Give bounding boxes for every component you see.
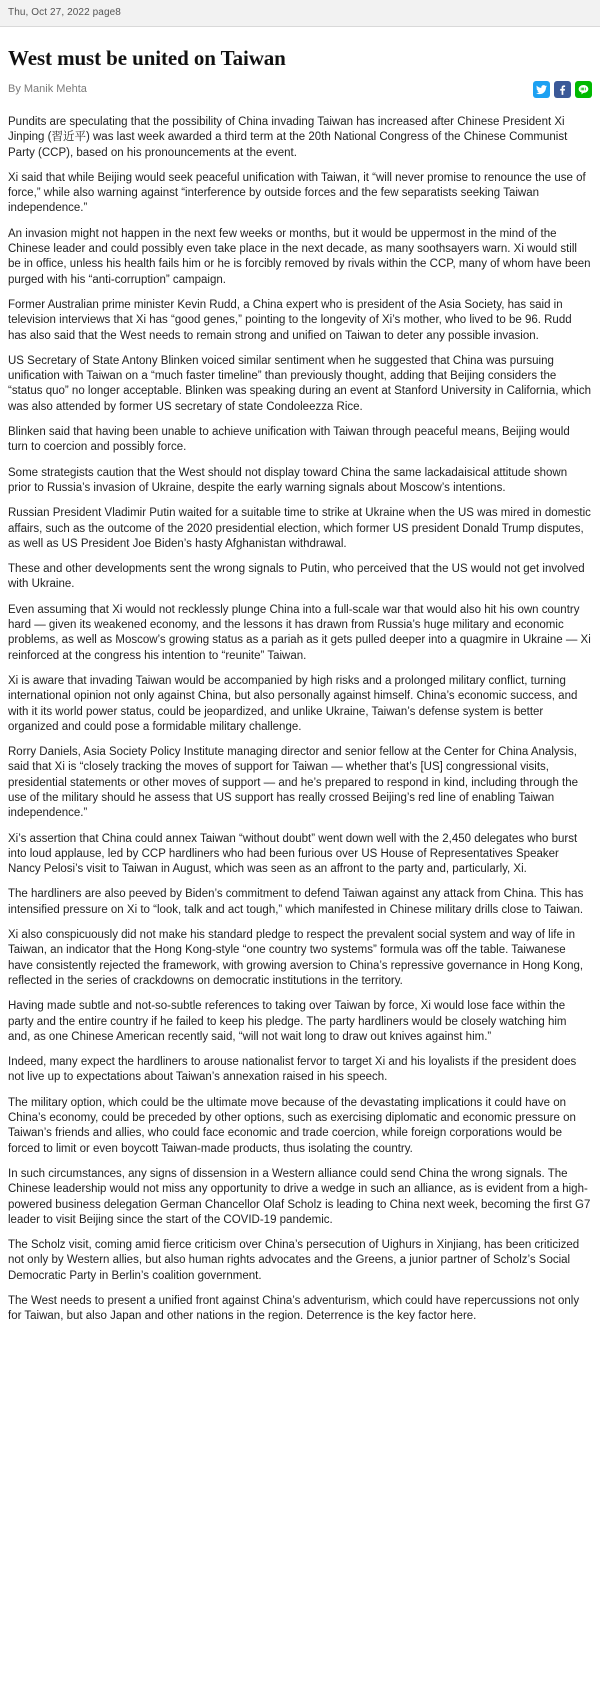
dateline-bar bbox=[0, 0, 600, 27]
twitter-icon bbox=[535, 83, 548, 96]
dateline: Thu, Oct 27, 2022 page8 bbox=[8, 7, 121, 18]
article-paragraph: An invasion might not happen in the next few weeks or months, but it would be uppermost in the mind of the Chinese leader and could possibly even take place in the next decade, as many soothsayers warn. Xi would still be in office, unless his health fails him or he is forcibly removed by rivals within the CCP, many of whom have been purged with his “anti-corruption” campaign. bbox=[8, 227, 591, 286]
article-paragraph: The hardliners are also peeved by Biden’s commitment to defend Taiwan against any attack from China. This has intensified pressure on Xi to “look, talk and act tough,” which manifested in Chinese military drills close to Taiwan. bbox=[8, 888, 584, 916]
twitter-share-button[interactable] bbox=[533, 81, 550, 98]
facebook-share-button[interactable] bbox=[554, 81, 571, 98]
article-paragraph: Indeed, many expect the hardliners to arouse nationalist fervor to target Xi and his loyalists if the president does not live up to expectations about Taiwan’s annexation raised in his speech. bbox=[8, 1056, 577, 1084]
headline: West must be united on Taiwan bbox=[8, 46, 286, 70]
article-paragraph: The Scholz visit, coming amid fierce criticism over China’s persecution of Uighurs in Xinjiang, has been criticized not only by Western allies, but also human rights advocates and the Greens, a junior partner of Scholz’s Social Democratic Party in Berlin’s coalition government. bbox=[8, 1239, 580, 1282]
article-paragraph: The West needs to present a unified front against China’s adventurism, which could have repercussions not only for Taiwan, but also Japan and other nations in the region. Deterrence is the key factor here. bbox=[8, 1295, 580, 1323]
article-paragraph: Pundits are speculating that the possibility of China invading Taiwan has increased after Chinese President Xi Jinping (習近平) was last week awarded a third term at the 20th National Congress of the Chinese Communist Party (CCP), based on his pronouncements at the event. bbox=[8, 116, 568, 159]
article-paragraph: US Secretary of State Antony Blinken voiced similar sentiment when he suggested that China was pursuing unification with Taiwan on a “much faster timeline” than previously thought, adding that Beijing considers the “status quo” no longer acceptable. Blinken was speaking during an event at Stanford University in California, which was also attended by former US secretary of state Condoleezza Rice. bbox=[8, 354, 591, 413]
article-paragraph: Xi said that while Beijing would seek peaceful unification with Taiwan, it “will never promise to renounce the use of force,” while also warning against “interference by outside forces and the few separatists seeking Taiwan independence.” bbox=[8, 171, 586, 215]
facebook-icon bbox=[556, 83, 569, 96]
article-paragraph: Xi’s assertion that China could annex Taiwan “without doubt” went down well with the 2,450 delegates who burst into loud applause, led by CCP hardliners who had been furious over US House of Representatives Speaker Nancy Pelosi’s visit to Taiwan in August, which was seen as an affront to the party and, particularly, Xi. bbox=[8, 832, 578, 876]
article-paragraph: Blinken said that having been unable to achieve unification with Taiwan through peaceful means, Beijing would turn to coercion and possibly force. bbox=[8, 426, 570, 454]
article-paragraph: Xi is aware that invading Taiwan would be accompanied by high risks and a prolonged military conflict, turning international opinion not only against China, but also personally against himself. China’s economic success, and with it its world power status, could be jeopardized, and unlike Ukraine, Taiwan’s defense system is better organized and could pose a formidable military challenge. bbox=[8, 674, 578, 733]
article-paragraph: The military option, which could be the ultimate move because of the devastating implications it could have on China’s economy, could be preceded by other options, such as exercising diplomatic and economic pressure on Taiwan’s friends and allies, who could face economic and trade coercion, while foreign corporations would be forced to limit or even boycott Taiwan-made products, thus isolating the country. bbox=[8, 1096, 576, 1155]
byline: By Manik Mehta bbox=[8, 83, 87, 95]
article-paragraph: Even assuming that Xi would not recklessly plunge China into a full-scale war that would also hit his own country hard — given its weakened economy, and the lessons it has drawn from Russia’s huge military and economic problems, as well as Moscow’s growing status as a pariah as it gets pulled deeper into a quagmire in Ukraine — Xi reinforced at the congress his intention to “reunite” Taiwan. bbox=[8, 603, 591, 662]
article-paragraph: In such circumstances, any signs of dissension in a Western alliance could send China the wrong signals. The Chinese leadership would not miss any opportunity to drive a wedge in such an alliance, as is evident from a high-powered business delegation German Chancellor Olaf Scholz is leading to China next week, becoming the first G7 leader to visit Beijing since the start of the COVID-19 pandemic. bbox=[8, 1167, 591, 1226]
article-paragraph: Having made subtle and not-so-subtle references to taking over Taiwan by force, Xi would lose face within the party and the entire country if he failed to keep his pledge. The party hardliners would be closely watching him and, as one Chinese American recently said, “will not wait long to draw out knives against him.” bbox=[8, 1000, 567, 1043]
article-paragraph: Rorry Daniels, Asia Society Policy Institute managing director and senior fellow at the Center for China Analysis, said that Xi is “closely tracking the moves of support for Taiwan — whether that’s [US] congressional visits, presidential statements or other moves of support — and he’s prepared to respond in kind, including through the use of the military should he assess that US support has really crossed Beijing’s red line of enabling Taiwan independence.” bbox=[8, 746, 579, 820]
byline-row bbox=[8, 80, 592, 100]
article-paragraph: Some strategists caution that the West should not display toward China the same lackadaisical attitude shown prior to Russia’s invasion of Ukraine, despite the early warning signals about Moscow’s intentions. bbox=[8, 466, 568, 494]
article-body bbox=[8, 115, 592, 1335]
line-share-button[interactable] bbox=[575, 81, 592, 98]
article-paragraph: Russian President Vladimir Putin waited for a suitable time to strike at Ukraine when the US was mired in domestic affairs, such as the outcome of the 2020 presidential election, which former US president Donald Trump disputes, as well as US President Joe Biden’s hasty Afghanistan withdrawal. bbox=[8, 507, 591, 550]
share-icons bbox=[533, 81, 592, 98]
article-paragraph: These and other developments sent the wrong signals to Putin, who perceived that the US would not get involved with Ukraine. bbox=[8, 563, 585, 591]
article-paragraph: Former Australian prime minister Kevin Rudd, a China expert who is president of the Asia Society, has said in television interviews that Xi has “good genes,” pointing to the longevity of Xi’s mother, who lived to be 96. Rudd has also said that the West needs to remain strong and unified on Taiwan to deter any possible invasion. bbox=[8, 298, 572, 342]
article-paragraph: Xi also conspicuously did not make his standard pledge to respect the prevalent social system and way of life in Taiwan, an indicator that the Hong Kong-style “one country two systems” formula was off the table. Taiwanese have consistently rejected the framework, with growing aversion to China’s repressive governance in Hong Kong, reflected in the series of crackdowns on democratic institutions in the territory. bbox=[8, 929, 584, 987]
line-icon bbox=[577, 83, 590, 96]
